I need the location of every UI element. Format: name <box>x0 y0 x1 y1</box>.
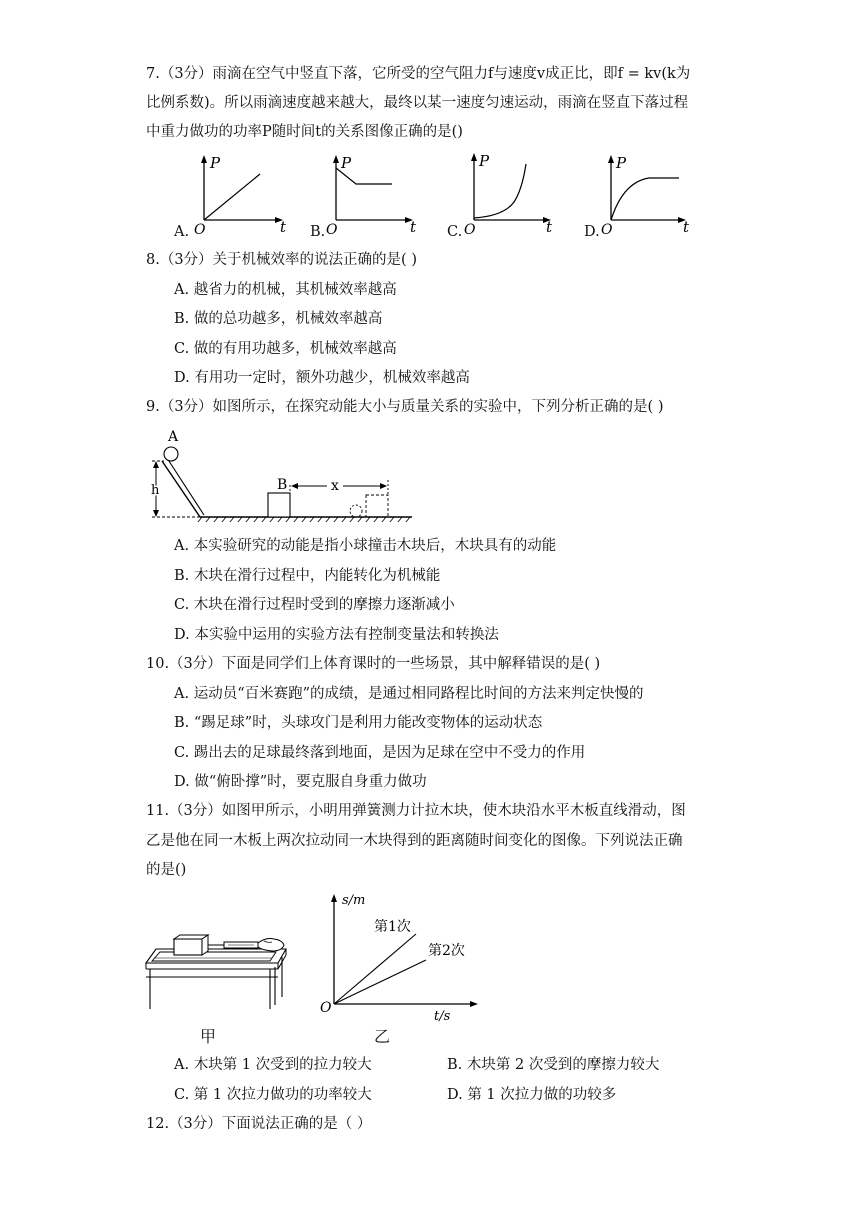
q7-c-origin: O <box>464 222 476 238</box>
q9-label-h: h <box>151 483 160 498</box>
q9-stem: 9.（3分）如图所示，在探究动能大小与质量关系的实验中，下列分析正确的是( ) <box>146 399 664 415</box>
q7-c-axis-t: t <box>546 218 553 236</box>
q7-d-origin: O <box>601 222 613 238</box>
q7-line-3: 中重力做功的功率P随时间t的关系图像正确的是() <box>146 124 463 140</box>
q10-option-b: B. “踢足球”时，头球攻门是利用力能改变物体的运动状态 <box>174 715 543 731</box>
q11-option-d: D. 第 1 次拉力做的功较多 <box>447 1087 617 1103</box>
q8-option-d: D. 有用功一定时，额外功越少，机械效率越高 <box>174 370 470 386</box>
q7-option-a-label: A. <box>174 224 190 240</box>
q11-option-b: B. 木块第 2 次受到的摩擦力较大 <box>447 1057 660 1073</box>
q7-a-axis-t: t <box>280 218 287 236</box>
q8-option-a: A. 越省力的机械，其机械效率越高 <box>174 282 397 298</box>
q7-option-c-label: C. <box>447 224 463 240</box>
q9-figure-ramp <box>140 425 420 525</box>
q7-line-2: 比例系数)。所以雨滴速度越来越大，最终以某一速度匀速运动，雨滴在竖直下落过程 <box>146 95 689 111</box>
q11-axis-x-label-text: t/s <box>434 1009 451 1024</box>
q10-stem: 10.（3分）下面是同学们上体育课时的一些场景，其中解释错误的是( ) <box>146 656 601 672</box>
q9-option-a: A. 本实验研究的动能是指小球撞击木块后，木块具有的动能 <box>174 538 557 554</box>
q7-graph-a <box>194 154 294 236</box>
q7-graph-b <box>328 154 428 236</box>
q9-label-b: B <box>277 477 288 493</box>
q11-series-2-label: 第2次 <box>428 943 465 959</box>
q7-a-axis-p: P <box>210 154 221 172</box>
q8-option-c: C. 做的有用功越多，机械效率越高 <box>174 341 397 357</box>
q11-axis-x-label <box>434 1009 451 1024</box>
q11-figure-yi-graph <box>316 888 486 1024</box>
q7-option-d-label: D. <box>584 224 600 240</box>
q10-option-a: A. 运动员“百米赛跑”的成绩，是通过相同路程比时间的方法来判定快慢的 <box>174 686 644 702</box>
q9-option-d: D. 本实验中运用的实验方法有控制变量法和转换法 <box>174 627 499 643</box>
q11-figure-jia <box>142 905 292 1015</box>
q9-label-a: A <box>168 429 179 445</box>
q10-option-c: C. 踢出去的足球最终落到地面，是因为足球在空中不受力的作用 <box>174 745 586 761</box>
q7-b-axis-p: P <box>341 154 352 172</box>
q11-line-2: 乙是他在同一木板上两次拉动同一木块得到的距离随时间变化的图像。下列说法正确 <box>146 833 683 849</box>
q9-option-b: B. 木块在滑行过程中，内能转化为机械能 <box>174 568 441 584</box>
q11-series-1-label: 第1次 <box>374 919 411 935</box>
q10-option-d: D. 做“俯卧撑”时，要克服自身重力做功 <box>174 774 427 790</box>
q7-b-axis-t: t <box>410 218 417 236</box>
q11-axis-y-label <box>342 893 365 908</box>
q11-origin: O <box>320 1000 332 1016</box>
q8-stem: 8.（3分）关于机械效率的说法正确的是( ) <box>146 252 417 268</box>
q11-line-1: 11.（3分）如图甲所示，小明用弹簧测力计拉木块，使木块沿水平木板直线滑动，图 <box>146 803 686 819</box>
q11-label-yi: 乙 <box>374 1027 391 1046</box>
q7-d-axis-p: P <box>616 154 627 172</box>
q12-stem: 12.（3分）下面说法正确的是（ ） <box>146 1116 372 1132</box>
q7-a-origin: O <box>194 222 206 238</box>
q7-graph-d <box>603 152 703 236</box>
q11-axis-y-label-text: s/m <box>342 893 366 908</box>
q7-c-axis-p: P <box>479 152 490 170</box>
q11-line-3: 的是() <box>146 862 187 878</box>
q7-graph-c <box>464 150 564 236</box>
q11-option-a: A. 木块第 1 次受到的拉力较大 <box>174 1057 372 1073</box>
q9-label-x: x <box>331 478 339 494</box>
q7-d-axis-t: t <box>683 218 690 236</box>
q9-option-c: C. 木块在滑行过程时受到的摩擦力逐渐减小 <box>174 597 455 613</box>
q11-option-c: C. 第 1 次拉力做功的功率较大 <box>174 1087 372 1103</box>
q7-option-b-label: B. <box>310 224 326 240</box>
q7-line-1: 7.（3分）雨滴在空气中竖直下落，它所受的空气阻力f与速度v成正比，即f = kv(k为 <box>146 66 691 82</box>
q7-b-origin: O <box>326 222 338 238</box>
q11-label-jia: 甲 <box>200 1027 217 1046</box>
q8-option-b: B. 做的总功越多，机械效率越高 <box>174 311 383 327</box>
